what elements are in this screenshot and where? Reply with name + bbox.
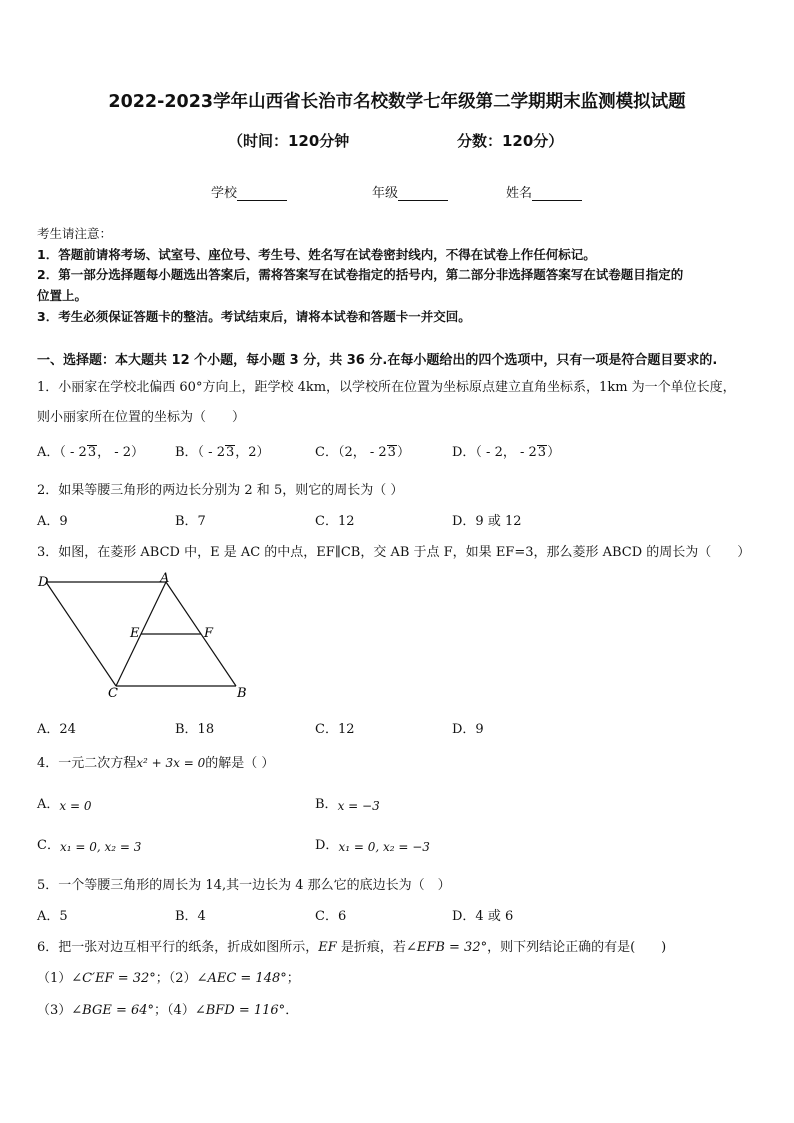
q1-option-b: B．（ - 23，2） [175, 445, 270, 460]
notice-item-2-cont: 位置上。 [37, 288, 88, 303]
q4-option-a: A．x = 0 [37, 797, 92, 813]
q1-stem-line1: 1．小丽家在学校北偏西 60°方向上，距学校 4km，以学校所在位置为坐标原点建立直角坐标系，1km 为一个单位长度， [37, 380, 736, 395]
school-field: 学校 [211, 182, 287, 201]
q2-option-c: C．12 [315, 514, 355, 529]
q5-stem: 5．一个等腰三角形的周长为 14,其一边长为 4 那么它的底边长为（ ） [37, 878, 451, 893]
label-d: D [38, 575, 49, 590]
q1-option-a: A．（ - 23， - 2） [37, 445, 145, 460]
q4-stem: 4．一元二次方程x² + 3x = 0的解是（ ） [37, 756, 275, 771]
exam-score: 分数：120分） [457, 132, 564, 150]
exam-title: 2022-2023学年山西省长治市名校数学七年级第二学期期末监测模拟试题 [108, 92, 686, 112]
q6-stem: 6．把一张对边互相平行的纸条，折成如图所示，EF 是折痕，若∠EFB = 32°，则下列结论正确的有是( ) [37, 940, 667, 955]
q3-stem: 3．如图，在菱形 ABCD 中，E 是 AC 的中点，EF∥CB，交 AB 于点 F，如果 EF=3，那么菱形 ABCD 的周长为（ ） [37, 545, 751, 560]
q4-option-b: B．x = −3 [315, 797, 380, 813]
label-f: F [204, 626, 214, 641]
q6-conclusions-1-2: （1）∠C′EF = 32°；（2）∠AEC = 148°； [37, 971, 300, 986]
section-heading: 一、选择题：本大题共 12 个小题，每小题 3 分，共 36 分.在每小题给出的四个选项中，只有一项是符合题目要求的. [37, 353, 718, 368]
q1-stem-line2: 则小丽家所在位置的坐标为（ ） [37, 410, 246, 425]
exam-time: （时间：120分钟 [228, 132, 350, 150]
q3-option-a: A．24 [37, 722, 76, 737]
q2-option-a: A．9 [37, 514, 68, 529]
q3-option-b: B．18 [175, 722, 215, 737]
q6-conclusions-3-4: （3）∠BGE = 64°；（4）∠BFD = 116°． [37, 1003, 299, 1018]
q2-option-b: B．7 [175, 514, 206, 529]
q5-option-c: C．6 [315, 909, 347, 924]
q2-stem: 2．如果等腰三角形的两边长分别为 2 和 5，则它的周长为（ ） [37, 483, 404, 498]
notice-heading: 考生请注意： [37, 226, 113, 241]
rhombus-figure [36, 570, 256, 702]
q4-option-d: D．x₁ = 0, x₂ = −3 [315, 838, 430, 854]
q2-option-d: D．9 或 12 [452, 514, 522, 529]
q1-option-c: C．（2， - 23） [315, 445, 410, 460]
name-field: 姓名 [506, 182, 582, 201]
label-a: A [160, 571, 170, 586]
q1-option-d: D．（ - 2， - 23） [452, 445, 561, 460]
q4-option-c: C．x₁ = 0, x₂ = 3 [37, 838, 142, 854]
label-b: B [237, 686, 247, 701]
q5-option-a: A．5 [37, 909, 68, 924]
grade-field: 年级 [372, 182, 448, 201]
notice-item-2: 2．第一部分选择题每小题选出答案后，需将答案写在试卷指定的括号内，第二部分非选择题答案写在试卷题目指定的 [37, 267, 684, 282]
label-e: E [130, 626, 140, 641]
q3-option-d: D．9 [452, 722, 484, 737]
label-c: C [108, 686, 118, 701]
q5-option-d: D．4 或 6 [452, 909, 514, 924]
q5-option-b: B．4 [175, 909, 206, 924]
line-dc [46, 582, 116, 686]
notice-item-1: 1．答题前请将考场、试室号、座位号、考生号、姓名写在试卷密封线内，不得在试卷上作任何标记。 [37, 247, 596, 262]
notice-item-3: 3．考生必须保证答题卡的整洁。考试结束后，请将本试卷和答题卡一并交回。 [37, 309, 471, 324]
q3-option-c: C．12 [315, 722, 355, 737]
